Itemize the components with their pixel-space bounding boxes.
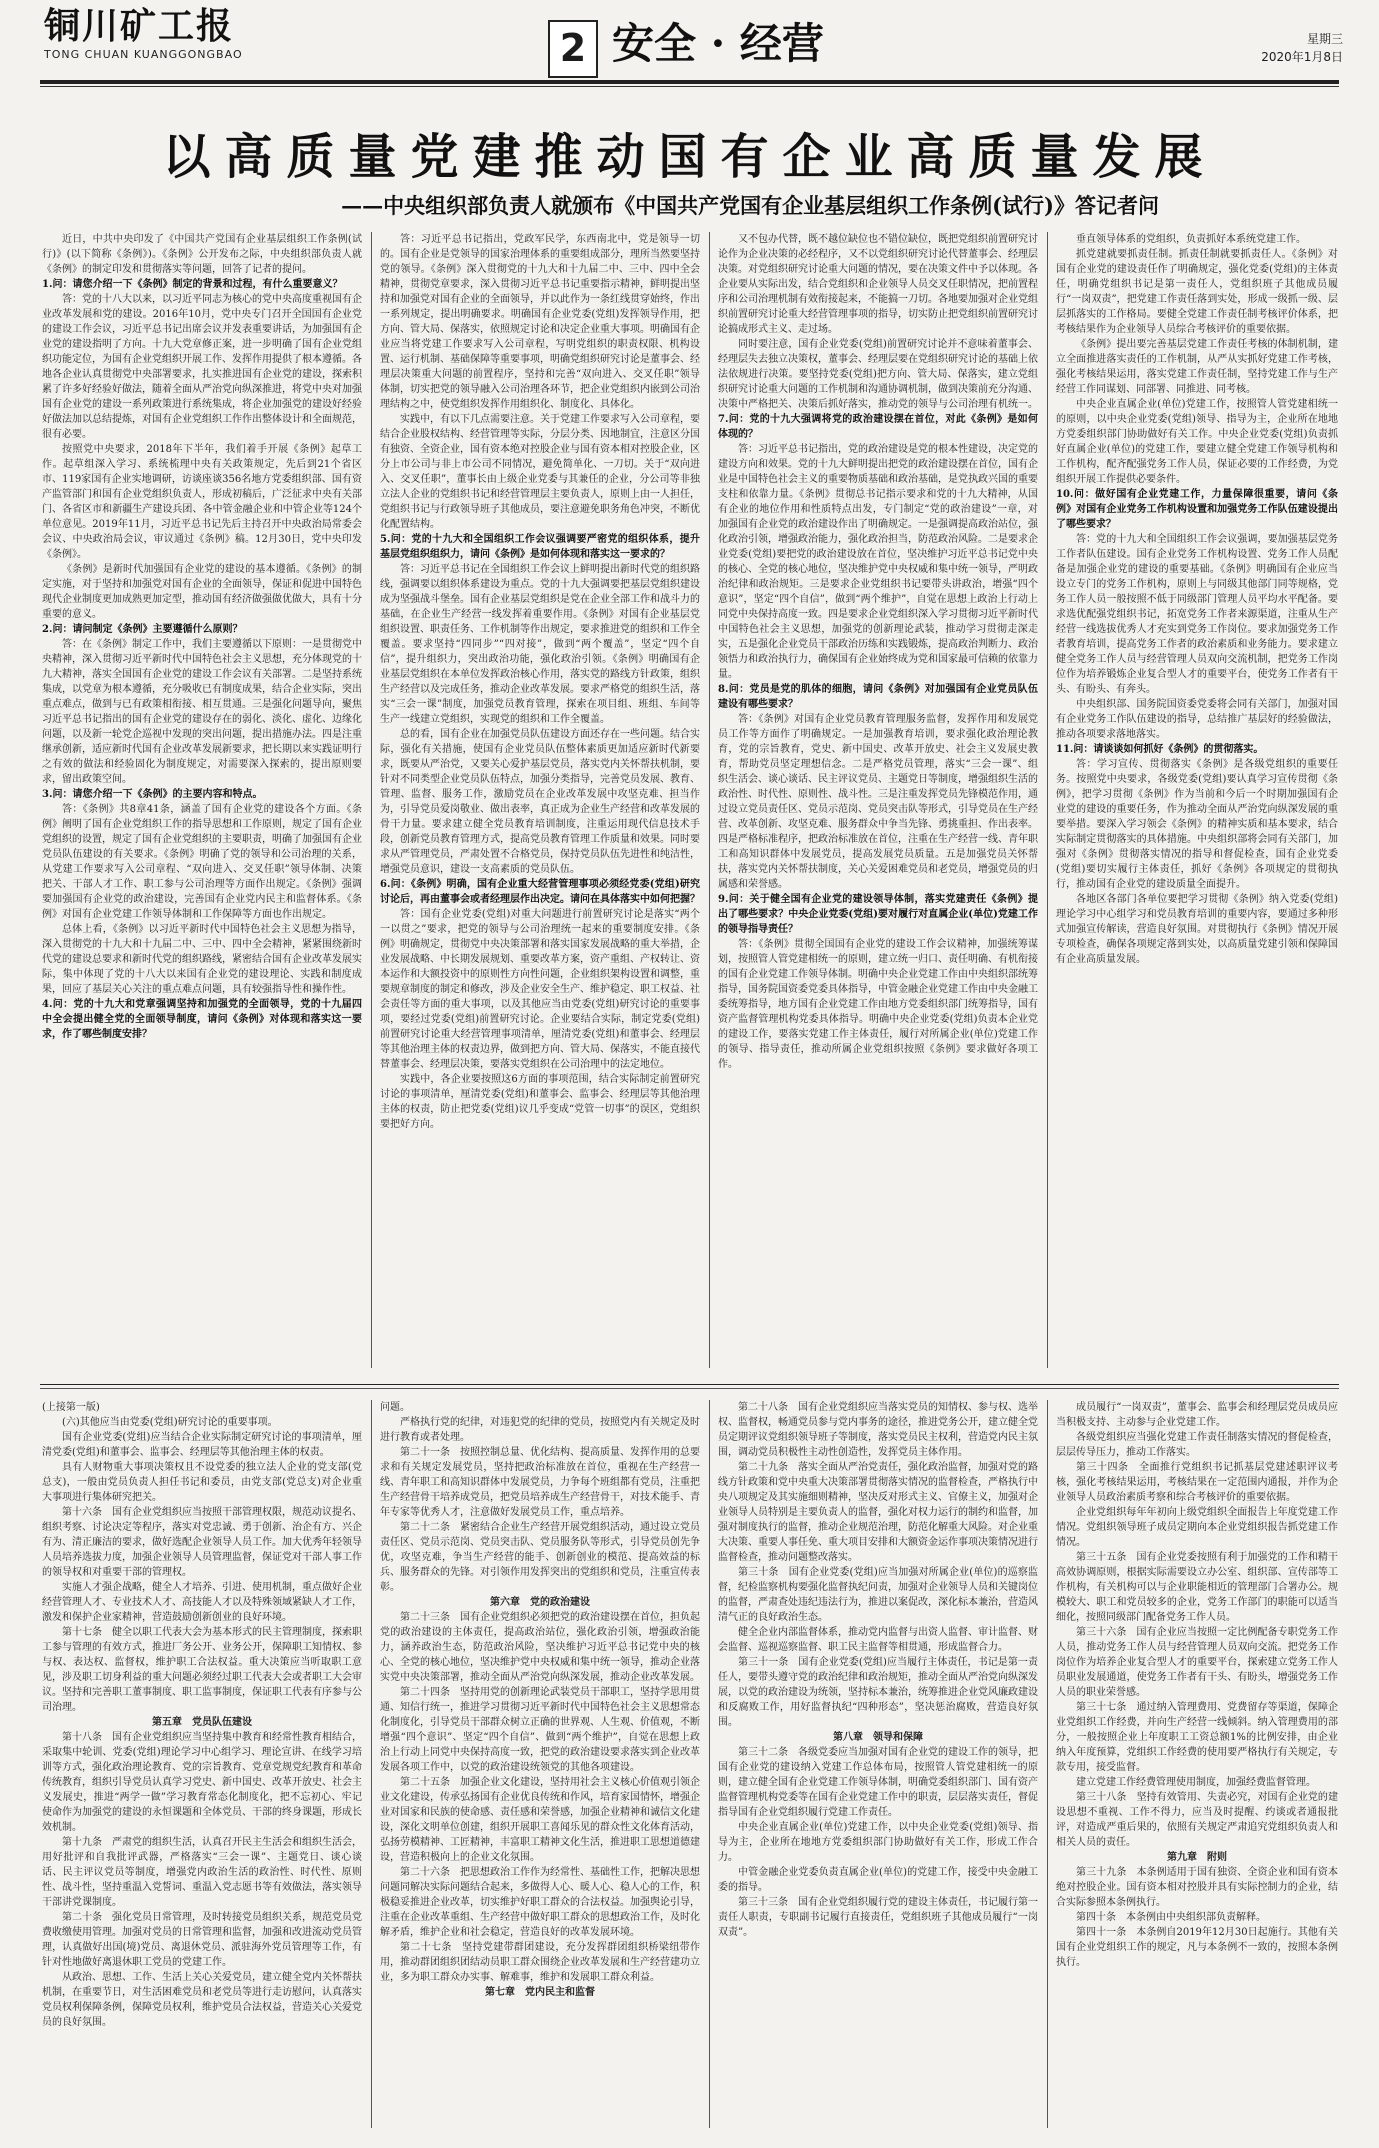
issue-date — [1261, 30, 1343, 66]
weekday: 星期三 — [1306, 32, 1343, 46]
article-clause: 第二十三条 国有企业党组织必须把党的政治建设摆在首位，担负起党的政治建设的主体责任，提高政治站位，强化政治引领，增强政治能力，涵养政治生态，防范政治风险，坚决维护习近平总书记党中央的核心、全党的核心地位，坚决维护党中央权威和集中统一领导，推动企业落实党中央决策部署，推动全面从严治党向纵深发展，推动企业改革发展。 — [380, 1612, 700, 1683]
body-paragraph: 中央企业直属企业(单位)党建工作，按照管人管党建相统一的原则，以中央企业党委(党组)领导、指导为主，企业所在地地方党委组织部门协助做好有关工作。中央企业党委(党组)负责抓好直属企业(单位)的党建工作，要建立健全党建工作领导机构和工作机构，配齐配强党务工作人员，保证必要的工作经费，为党组织开展工作提供必要条件。 — [1056, 399, 1338, 485]
body-paragraph: 严格执行党的纪律，对违犯党的纪律的党员，按照党内有关规定及时进行教育或者处理。 — [380, 1417, 700, 1443]
question-heading: 9.问：关于健全国有企业党的建设领导体制，落实党建责任《条例》提出了哪些要求？中央企业党委(党组)要对履行对直属企业(单位)党建工作的领导指导责任？ — [718, 894, 1038, 935]
body-paragraph: 中管金融企业党委负责直属企业(单位)的党建工作，接受中央金融工委的指导。 — [718, 1867, 1038, 1893]
upper-column-1 — [42, 232, 362, 1372]
body-paragraph: 答：《条例》对国有企业党员教育管理服务监督，发挥作用和发展党员工作等方面作了明确规定。一是加强教育培训，要求强化政治理论教育，党的宗旨教育，党史、新中国史、改革开放史、社会主义发展史教育，帮助党员坚定理想信念。二是严格党员管理，落实“三会一课”、组织生活会、谈心谈话、民主评议党员、主题党日等制度，增强组织生活的政治性、时代性、原则性、战斗性。三是注重发挥党员先锋模范作用，通过设立党员责任区、党员示范岗、党员突击队等形式，引导党员在生产经营、改革创新、攻坚克难、服务群众中争当先锋、勇挑重担、作出表率。四是严格标准程序，把政治标准放在首位，注重在生产经营一线、青年职工和高知识群体中发展党员，提高发展党员质量。五是加强党员关怀帮扶，落实党内关怀帮扶制度，关心关爱困难党员和老党员，增强党员的归属感和荣誉感。 — [718, 714, 1038, 890]
lower-column-1 — [42, 1400, 362, 2130]
body-paragraph: 答：学习宣传、贯彻落实《条例》是各级党组织的重要任务。按照党中央要求，各级党委(党组)要认真学习宣传贯彻《条例》，把学习贯彻《条例》作为当前和今后一个时期加强国有企业党的建设的重要任务，作为推动全面从严治党向纵深发展的重要举措。要深入学习领会《条例》的精神实质和基本要求，结合实际制定贯彻落实的具体措施。中央组织部将会同有关部门，加强对《条例》贯彻落实情况的指导和督促检查，国有企业党委(党组)要切实履行主体责任，抓好《条例》各项规定的贯彻执行，推动国有企业党的建设质量全面提升。 — [1056, 759, 1338, 890]
body-paragraph: 总的看，国有企业在加强党员队伍建设方面还存在一些问题。结合实际，强化有关措施，使国有企业党员队伍整体素质更加适应新时代新要求，既要从严治党，又要关心爱护基层党员，落实党内关怀帮扶机制，要针对不同类型企业党员队伍特点，加强分类指导，完善党员发展、教育、管理、监督、服务工作，激励党员在企业改革发展中攻坚克难、担当作为，引导党员爱岗敬业、做出表率，真正成为企业生产经营和改革发展的骨干力量。要求建立健全党员教育培训制度，注重运用现代信息技术手段，创新党员教育管理方式，提高党员教育管理工作质量和效果。同时要求从严管理党员，严肃处置不合格党员，保持党员队伍先进性和纯洁性，增强党员意识，建设一支高素质的党员队伍。 — [380, 729, 700, 875]
article-clause: 第三十条 国有企业党委(党组)应当加强对所属企业(单位)的巡察监督，纪检监察机构要强化监督执纪问责，加强对企业领导人员和关键岗位的监督，严肃查处违纪违法行为，推进以案促改，深化标本兼治，营造风清气正的良好政治生态。 — [718, 1567, 1038, 1623]
section-title: 安全 · 经营 — [612, 19, 824, 68]
upper-column-2 — [380, 232, 700, 1372]
body-paragraph: 抓党建就要抓责任制。抓责任制就要抓责任人。《条例》对国有企业党的建设责任作了明确规定，强化党委(党组)的主体责任，明确党组织书记是第一责任人，党组织班子其他成员履行“一岗双责”，把党建工作责任落到实处，形成一级抓一级、层层抓落实的工作格局。要健全党建工作责任制考核评价体系，把考核结果作为企业领导人员综合考核评价的重要依据。 — [1056, 249, 1338, 335]
header-rule — [40, 80, 1339, 84]
body-paragraph: 答：党的十八大以来，以习近平同志为核心的党中央高度重视国有企业改革发展和党的建设。2016年10月，党中央专门召开全国国有企业党的建设工作会议，习近平总书记出席会议并发表重要讲话，为加强国有企业党的建设指明了方向。十九大党章修正案，进一步明确了国有企业党组织功能定位，为国有企业党组织开展工作、发挥作用提供了根本遵循。各地各企业认真贯彻党中央部署要求，扎实推进国有企业党的建设，探索积累了许多好经验好做法，随着全面从严治党向纵深推进，将党中央对加强国有企业党的建设一系列政策进行系统集成，将企业加强党的建设好经验好做法加以总结提炼，对国有企业党组织工作作出整体设计和全面规范，很有必要。 — [42, 294, 362, 440]
column-divider — [1047, 232, 1048, 1368]
body-paragraph: 成员履行“一岗双责”，董事会、监事会和经理层党员成员应当积极支持、主动参与企业党建工作。 — [1056, 1402, 1338, 1428]
body-paragraph: 具有人财物重大事项决策权且不设党委的独立法人企业的党支部(党总支)，一般由党员负责人担任书记和委员，由党支部(党总支)对企业重大事项进行集体研究把关。 — [42, 1462, 362, 1503]
chapter-heading: 第九章 附则 — [1167, 1852, 1227, 1863]
upper-column-4 — [1056, 232, 1338, 1372]
article-clause: 第四十一条 本条例自2019年12月30日起施行。其他有关国有企业党组织工作的规定，凡与本条例不一致的，按照本条例执行。 — [1056, 1927, 1338, 1968]
article-clause: 第三十四条 全面推行党组织书记抓基层党建述职评议考核，强化考核结果运用，考核结果在一定范围内通报，并作为企业领导人员政治素质考察和综合考核评价的重要依据。 — [1056, 1462, 1338, 1503]
body-paragraph: 又不包办代替，既不越位缺位也不错位缺位，既把党组织前置研究讨论作为企业决策的必经程序，又不以党组织研究讨论代替董事会、经理层决策。对党组织研究讨论重大问题的情况，要在决策文件中予以体现。各企业要从实际出发，结合党组织和企业领导人员交叉任职情况，把前置程序和公司治理机制有效衔接起来，不能搞一刀切。各地要加强对企业党组织前置研究讨论重大经营管理事项的指导，切实防止把党组织前置研究讨论搞成形式主义、走过场。 — [718, 234, 1038, 335]
body-paragraph: 《条例》是新时代加强国有企业党的建设的基本遵循。《条例》的制定实施，对于坚持和加强党对国有企业的全面领导，保证和促进中国特色现代企业制度更加成熟更加定型，推动国有经济做强做优做大，具有十分重要的意义。 — [42, 564, 362, 620]
article-clause: 第二十二条 紧密结合企业生产经营开展党组织活动，通过设立党员责任区、党员示范岗、党员突击队、党员服务队等形式，引导党员创先争优，攻坚克难，争当生产经营的能手、创新创业的模范、提高效益的标兵、服务群众的先锋。对引领作用发挥突出的党组织和党员，注重宣传表彰。 — [380, 1522, 700, 1593]
article-clause: 第三十七条 通过纳入管理费用、党费留存等渠道，保障企业党组织工作经费，并向生产经营一线倾斜。纳入管理费用的部分，一般按照企业上年度职工工资总额1%的比例安排，由企业纳入年度预算，党组织工作经费的使用要严格执行有关规定，专款专用，接受监督。 — [1056, 1702, 1338, 1773]
column-divider — [371, 232, 372, 1368]
question-heading: 11.问：请谈谈如何抓好《条例》的贯彻落实。 — [1056, 744, 1264, 755]
article-clause: 第三十九条 本条例适用于国有独资、全资企业和国有资本绝对控股企业。国有资本相对控股并具有实际控制力的企业，结合实际参照本条例执行。 — [1056, 1867, 1338, 1908]
article-clause: 第三十五条 国有企业党委按照有利于加强党的工作和精干高效协调原则，根据实际需要设立办公室、组织部、宣传部等工作机构，有关机构可以与企业职能相近的管理部门合署办公。规模较大、职工和党员较多的企业，党务工作部门的职能可以适当细化，按照同级部门配备党务工作人员。 — [1056, 1552, 1338, 1623]
question-heading: 7.问：党的十九大强调将党的政治建设摆在首位，对此《条例》是如何体现的？ — [718, 414, 1038, 440]
body-paragraph: 同时要注意，国有企业党委(党组)前置研究讨论并不意味着董事会、经理层失去独立决策权，董事会、经理层要在党组织研究讨论的基础上依法依规进行决策。要坚持党委(党组)把方向、管大局、保落实，建立党组织研究讨论重大问题的工作机制和沟通协调机制，做到决策前充分沟通、决策中严格把关、决策后抓好落实，推动党的领导与公司治理有机统一。 — [718, 339, 1038, 410]
column-divider — [371, 1400, 372, 2128]
chapter-heading: 第六章 党的政治建设 — [490, 1597, 590, 1608]
masthead-title: 铜川矿工报 — [44, 5, 235, 47]
body-paragraph: 健全企业内部监督体系，推动党内监督与出资人监督、审计监督、财会监督、巡视巡察监督、职工民主监督等相贯通，形成监督合力。 — [718, 1627, 1038, 1653]
body-paragraph: 企业党组织每年年初向上级党组织全面报告上年度党建工作情况。党组织领导班子成员定期向本企业党组织报告抓党建工作情况。 — [1056, 1507, 1338, 1548]
body-paragraph: 答：在《条例》制定工作中，我们主要遵循以下原则：一是贯彻党中央精神，深入贯彻习近平新时代中国特色社会主义思想，充分体现党的十九大精神，落实全国国有企业党的建设工作会议有关部署。二是坚持系统集成，以党章为根本遵循，充分吸收已有制度成果，结合企业实际，突出重点难点，做到与已有政策相衔接、相互贯通。三是强化问题导向，聚焦习近平总书记指出的国有企业党的建设存在的弱化、淡化、虚化、边缘化问题，以及新一轮党企巡视中发现的突出问题，提出措施办法。四是注重继承创新，适应新时代国有企业改革发展新要求，把长期以来实践证明行之有效的做法和经验固化为制度规定，对需要深入探索的，提出原则要求，留出政策空间。 — [42, 639, 362, 785]
article-clause: 第三十一条 国有企业党委(党组)应当履行主体责任，书记是第一责任人，要带头遵守党的政治纪律和政治规矩，推动全面从严治党向纵深发展，以党的政治建设为统领，坚持标本兼治，统筹推进企业党风廉政建设和反腐败工作，用好监督执纪“四种形态”，坚决惩治腐败，营造良好氛围。 — [718, 1657, 1038, 1728]
article-clause: 第四十条 本条例由中央组织部负责解释。 — [1076, 1912, 1266, 1923]
lower-column-3 — [718, 1400, 1038, 2130]
lower-column-2 — [380, 1400, 700, 2130]
question-heading: 8.问：党员是党的肌体的细胞，请问《条例》对加强国有企业党员队伍建设有哪些要求？ — [718, 684, 1038, 710]
article-clause: 第三十三条 国有企业党组织履行党的建设主体责任，书记履行第一责任人职责，专职副书记履行直接责任，党组织班子其他成员履行“一岗双责”。 — [718, 1897, 1038, 1938]
section-divider-thin — [40, 1388, 1339, 1389]
article-clause: 第二十九条 落实全面从严治党责任，强化政治监督，加强对党的路线方针政策和党中央重大决策部署贯彻落实情况的监督检查，严格执行中央八项规定及其实施细则精神，坚决反对形式主义、官僚主义，加强对企业领导人员特别是主要负责人的监督，强化对权力运行的制约和监督，加强对制度执行的监督，推动企业规范治理，防范化解重大风险。对企业重大决策、重要人事任免、重大项目安排和大额资金运作事项决策情况进行监督检查，推动问题整改落实。 — [718, 1462, 1038, 1563]
continuation-note: 问题。 — [380, 1402, 410, 1413]
article-clause: 第二十八条 国有企业党组织应当落实党员的知情权、参与权、选举权、监督权，畅通党员参与党内事务的途径，推进党务公开，建立健全党员定期评议党组织领导班子等制度，落实党员民主权利，营造党内民主氛围，调动党员积极性主动性创造性，发挥党员主体作用。 — [718, 1402, 1038, 1458]
question-heading: 5.问：党的十九大和全国组织工作会议强调要严密党的组织体系，提升基层党组织组织力，请问《条例》是如何体现和落实这一要求的？ — [380, 534, 700, 560]
article-clause: 第二十四条 坚持用党的创新理论武装党员干部职工，坚持学思用贯通、知信行统一，推进学习贯彻习近平新时代中国特色社会主义思想常态化制度化，引导党员干部群众树立正确的世界观、人生观、价值观，不断增强“四个意识”、坚定“四个自信”、做到“两个维护”，自觉在思想上政治上行动上同党中央保持高度一致，把党的政治建设要求落实到企业改革发展各项工作中，以党的政治建设统领党的其他各项建设。 — [380, 1687, 700, 1773]
lower-column-4 — [1056, 1400, 1338, 2130]
body-paragraph: 从政治、思想、工作、生活上关心关爱党员，建立健全党内关怀帮扶机制，在重要节日，对生活困难党员和老党员等进行走访慰问，认真落实党员权利保障条例，保障党员权利，维护党员合法权益，营造关心关爱党员的良好氛围。 — [42, 1972, 362, 2028]
column-divider — [709, 232, 710, 1368]
chapter-heading: 第五章 党员队伍建设 — [152, 1717, 252, 1728]
body-paragraph: 各地区各部门各单位要把学习贯彻《条例》纳入党委(党组)理论学习中心组学习和党员教育培训的重要内容，要通过多种形式加强宣传解读，营造良好氛围。对贯彻执行《条例》情况开展专项检查，确保各项规定落到实处，以高质量党建引领和保障国有企业高质量发展。 — [1056, 894, 1338, 965]
article-clause: 第二十条 强化党员日常管理，及时转接党员组织关系，规范党员党费收缴使用管理。加强对党员的日常管理和监督，加强和改进流动党员管理，认真做好出国(境)党员、离退休党员、派驻海外党员管理等工作，有针对性地做好离退休职工党员的党建工作。 — [42, 1912, 362, 1968]
body-paragraph: 答：党的十九大和全国组织工作会议强调，要加强基层党务工作者队伍建设。国有企业党务工作机构设置、党务工作人员配备是加强企业党的建设的重要基础。《条例》明确国有企业应当设立专门的党务工作机构，原则上与同级其他部门同等规格，党务工作人员一般按照不低于同级部门管理人员平均水平配备。要求选优配强党组织书记，拓宽党务工作者来源渠道，注重从生产经营一线选拔优秀人才充实到党务工作岗位。要求加强党务工作者教育培训，提高党务工作者的政治素质和业务能力。要求建立健全党务工作人员与经营管理人员双向交流机制，把党务工作岗位作为培养锻炼企业复合型人才的重要平台，使党务工作者有干头、有盼头、有奔头。 — [1056, 534, 1338, 695]
body-paragraph: 垂直领导体系的党组织，负责抓好本系统党建工作。 — [1076, 234, 1306, 245]
article-clause: 第二十一条 按照控制总量、优化结构、提高质量、发挥作用的总要求和有关规定发展党员，坚持把政治标准放在首位，重视在生产经营一线、青年职工和高知识群体中发展党员，力争每个班组都有党员，注重把生产经营骨干培养成党员，把党员培养成生产经营骨干，对技术能手、青年专家等优秀人才，注意做好发展党员工作，重点培养。 — [380, 1447, 700, 1518]
question-heading: 1.问：请您介绍一下《条例》制定的背景和过程，有什么重要意义？ — [42, 279, 343, 290]
question-heading: 3.问：请您介绍一下《条例》的主要内容和特点。 — [42, 789, 263, 800]
article-clause: 第二十七条 坚持党建带群团建设，充分发挥群团组织桥梁纽带作用，推动群团组织团结动员职工群众围绕企业改革发展和生产经营建功立业，多为职工群众办实事、解难事，维护和发展职工群众利益。 — [380, 1942, 700, 1983]
body-paragraph: 中央企业直属企业(单位)党建工作，以中央企业党委(党组)领导、指导为主，企业所在地地方党委组织部门协助做好有关工作，形成工作合力。 — [718, 1822, 1038, 1863]
upper-column-3 — [718, 232, 1038, 1372]
question-heading: 4.问：党的十九大和党章强调坚持和加强党的全面领导，党的十九届四中全会提出健全党的全面领导制度，请问《条例》对体现和落实这一要求，作了哪些制度安排？ — [42, 999, 362, 1040]
column-divider — [1047, 1400, 1048, 2128]
body-paragraph: 按照党中央要求，2018年下半年，我们着手开展《条例》起草工作。起草组深入学习、系统梳理中央有关政策规定，先后到21个省区市、119家国有企业实地调研，访谈座谈356名地方党委组织部、国有资产监管部门和国有企业党组织负责人，形成初稿后，广泛征求中央有关部门、各省区市和新疆生产建设兵团、各中管金融企业和中管企业等124个单位意见。2019年11月，习近平总书记先后主持召开中央政治局常委会会议、中央政治局会议，审议通过《条例》稿。12月30日，党中央印发《条例》。 — [42, 444, 362, 560]
article-clause: 第三十六条 国有企业应当按照一定比例配备专职党务工作人员，推动党务工作人员与经营管理人员双向交流。把党务工作岗位作为培养企业复合型人才的重要平台，探索建立党务工作人员职业发展通道，使党务工作者有干头、有盼头，增强党务工作人员的职业荣誉感。 — [1056, 1627, 1338, 1698]
column-divider — [709, 1400, 710, 2128]
section-divider — [40, 1384, 1339, 1385]
page-header — [0, 0, 1379, 82]
body-paragraph: 中央组织部、国务院国资委党委将会同有关部门，加强对国有企业党务工作队伍建设的指导，总结推广基层好的经验做法，推动各项要求落地落实。 — [1056, 699, 1338, 740]
article-clause: 第三十二条 各级党委应当加强对国有企业党的建设工作的领导，把国有企业党的建设纳入党建工作总体布局，按照管人管党建相统一的原则，建立健全国有企业党建工作领导体制，明确党委组织部门、国有资产监督管理机构党委等在国有企业党建工作中的职责，层层落实责任，督促指导国有企业党组织履行党建工作责任。 — [718, 1747, 1038, 1818]
chapter-heading: 第八章 领导和保障 — [833, 1732, 923, 1743]
body-paragraph: 建立党建工作经费管理使用制度，加强经费监督管理。 — [1076, 1777, 1316, 1788]
body-paragraph: 国有企业党委(党组)应当结合企业实际制定研究讨论的事项清单，厘清党委(党组)和董事会、监事会、经理层等其他治理主体的权责。 — [42, 1432, 362, 1458]
body-paragraph: 实施人才强企战略，健全人才培养、引进、使用机制，重点做好企业经营管理人才、专业技术人才、高技能人才以及特殊领域紧缺人才工作，激发和保护企业家精神，营造鼓励创新创业的良好环境。 — [42, 1582, 362, 1623]
body-paragraph: 实践中，各企业要按照这6方面的事项范围，结合实际制定前置研究讨论的事项清单，厘清党委(党组)和董事会、监事会、经理层等其他治理主体的权责，防止把党委(党组)议几乎变成“党管一切事”的误区，党组织要把好方向。 — [380, 1074, 700, 1130]
body-paragraph: 各级党组织应当强化党建工作责任制落实情况的督促检查，层层传导压力，推动工作落实。 — [1056, 1432, 1338, 1458]
article-clause: 第三十八条 坚持有效管用、失责必究，对国有企业党的建设思想不重视、工作不得力，应当及时提醒、约谈或者通报批评，对造成严重后果的，依照有关规定严肃追究党组织负责人和相关人员的责任。 — [1056, 1792, 1338, 1848]
body-paragraph: 答：习近平总书记指出，党政军民学，东西南北中，党是领导一切的。国有企业是党领导的国家治理体系的重要组成部分，理所当然要坚持党的领导。《条例》深入贯彻党的十九大和十九届二中、三中、四中全会精神，贯彻党章要求，深入贯彻习近平总书记重要指示精神，鲜明提出坚持和加强党对国有企业的全面领导，并以此作为一条红线贯穿始终，作出一系列规定，提出明确要求。明确国有企业党委(党组)发挥领导作用，把方向、管大局、保落实，依照规定讨论和决定企业重大事项。明确国有企业应当将党建工作要求写入公司章程，写明党组织的职责权限、机构设置、运行机制、基础保障等重要事项，明确党组织研究讨论是董事会、经理层决策重大问题的前置程序，坚持和完善“双向进入、交叉任职”领导体制，切实把党的领导融入公司治理各环节，把企业党组织内嵌到公司治理结构之中，使党组织发挥作用组织化、制度化、具体化。 — [380, 234, 700, 410]
question-heading: 2.问：请问制定《条例》主要遵循什么原则？ — [42, 624, 243, 635]
article-clause: 第二十六条 把思想政治工作作为经常性、基础性工作，把解决思想问题同解决实际问题结合起来，多做得人心、暖人心、稳人心的工作，积极稳妥推进企业改革，切实维护好职工群众的合法权益。加强舆论引导，注重在企业改革重组、生产经营中做好职工群众的思想政治工作，及时化解矛盾，维护企业和社会稳定，营造良好的改革发展环境。 — [380, 1867, 700, 1938]
question-heading: 6.问：《条例》明确，国有企业重大经营管理事项必须经党委(党组)研究讨论后，再由董事会或者经理层作出决定。请问在具体落实中如何把握？ — [380, 879, 700, 905]
question-heading: 10.问：做好国有企业党建工作，力量保障很重要，请问《条例》对国有企业党务工作机构设置和加强党务工作队伍建设提出了哪些要求？ — [1056, 489, 1338, 530]
body-paragraph: (六)其他应当由党委(党组)研究讨论的重要事项。 — [62, 1417, 278, 1428]
continuation-note: (上接第一版) — [42, 1402, 100, 1413]
article-clause: 第十八条 国有企业党组织应当坚持集中教育和经常性教育相结合，采取集中轮训、党委(党组)理论学习中心组学习、理论宣讲、在线学习培训等方式，强化政治理论教育、党的宗旨教育、党章党规党纪教育和革命传统教育，组织引导党员认真学习党史、新中国史、改革开放史、社会主义发展史，推进“两学一做”学习教育常态化制度化，把不忘初心、牢记使命作为加强党的建设的永恒课题和全体党员、干部的终身课题，形成长效机制。 — [42, 1732, 362, 1833]
article-subhead: ——中央组织部负责人就颁布《中国共产党国有企业基层组织工作条例(试行)》答记者问 — [341, 193, 1159, 218]
body-paragraph: 答：《条例》贯彻全国国有企业党的建设工作会议精神，加强统筹谋划，按照管人管党建相统一的原则，建立统一归口、责任明确、有机衔接的国有企业党建工作领导体制。明确中央企业党建工作由中央组织部统筹指导，国务院国资委党委具体指导，中管金融企业党建工作由中央金融工委统筹指导，地方国有企业党建工作由地方党委组织部门统筹指导，国有资产监督管理机构党委具体指导。明确中央企业党委(党组)负责本企业党的建设工作，要落实党建工作主体责任，履行对所属企业(单位)党建工作的领导、指导责任，推动所属企业党组织按照《条例》要求做好各项工作。 — [718, 939, 1038, 1070]
body-paragraph: 答：习近平总书记在全国组织工作会议上鲜明提出新时代党的组织路线，强调要以组织体系建设为重点。党的十九大强调要把基层党组织建设成为坚强战斗堡垒。国有企业基层党组织是党在企业全部工作和战斗力的基础，在企业生产经营一线发挥着重要作用。《条例》对国有企业基层党组织设置、职责任务、工作机制等作出规定，要求推进党的组织和工作全覆盖。要求坚持“四同步”“四对接”，做到“两个覆盖”，坚定“四个自信”，提升组织力，突出政治功能，强化政治引领。《条例》明确国有企业基层党组织在本单位发挥政治核心作用，落实党的路线方针政策，组织生产经营以及完成任务，推动企业改革发展。要求严格党的组织生活，落实“三会一课”制度，加强党员教育管理，探索在项目组、班组、车间等生产一线建立党组织，实现党的组织和工作全覆盖。 — [380, 564, 700, 725]
body-paragraph: 答：《条例》共8章41条，涵盖了国有企业党的建设各个方面。《条例》阐明了国有企业党组织工作的指导思想和工作原则，规定了国有企业党组织的设置，规定了国有企业党组织的主要职责，明确了加强国有企业党员队伍建设的有关要求。《条例》明确了党的领导和公司治理的关系，从党建工作要求写入公司章程、“双向进入、交叉任职”领导体制、决策把关、干部人才工作、职工参与公司治理等方面作出规定。《条例》强调要加强国有企业党的政治建设，完善国有企业党内民主和监督体系。《条例》对国有企业党建工作领导体制和工作保障等方面也作出规定。 — [42, 804, 362, 920]
masthead — [44, 4, 243, 61]
body-paragraph: 实践中，有以下几点需要注意。关于党建工作要求写入公司章程，要结合企业股权结构、经营管理等实际，分层分类、因地制宜，注意区分国有独资、全资企业，国有资本绝对控股企业与国有资本相对控股企业，区分上市公司与非上市公司不同情况，避免简单化、一刀切。关于“双向进入、交叉任职”，董事长由上级企业党委与其兼任的企业，分公司等非独立法人企业的党组织书记和经营管理层主要负责人，原则上由一人担任，党组织书记与行政领导班子其他成员，要注意避免职务角色冲突，不断优化配置结构。 — [380, 414, 700, 530]
chapter-heading: 第七章 党内民主和监督 — [485, 1987, 595, 1998]
article-clause: 第十七条 健全以职工代表大会为基本形式的民主管理制度，探索职工参与管理的有效方式，推进厂务公开、业务公开，保障职工知情权、参与权、表达权、监督权，维护职工合法权益。重大决策应当听取职工意见，涉及职工切身利益的重大问题必须经过职工代表大会或者职工大会审议。坚持和完善职工董事制度、职工监事制度，保证职工代表有序参与公司治理。 — [42, 1627, 362, 1713]
article-headline: 以高质量党建推动国有企业高质量发展 — [162, 129, 1217, 185]
date: 2020年1月8日 — [1261, 50, 1343, 64]
body-paragraph: 答：国有企业党委(党组)对重大问题进行前置研究讨论是落实“两个一以贯之”要求，把党的领导与公司治理统一起来的重要制度安排。《条例》明确规定，贯彻党中央决策部署和落实国家发展战略的重大举措，企业发展战略、中长期发展规划、重要改革方案，资产重组、产权转让、资本运作和大额投资中的原则性方向性问题，企业组织架构设置和调整，重要规章制度的制定和修改，涉及企业安全生产、维护稳定、职工权益、社会责任等方面的重大事项，以及其他应当由党委(党组)研究讨论的重要事项，要经过党委(党组)前置研究讨论。企业要结合实际，制定党委(党组)前置研究讨论重大经营管理事项清单，厘清党委(党组)和董事会、经理层等其他治理主体的权责边界，做到把方向、管大局、保落实，不能直接代替董事会、经理层决策，要落实党组织在公司治理中的法定地位。 — [380, 909, 700, 1070]
body-paragraph: 答：习近平总书记指出，党的政治建设是党的根本性建设，决定党的建设方向和效果。党的十九大鲜明提出把党的政治建设摆在首位，国有企业是中国特色社会主义的重要物质基础和政治基础，是党执政兴国的重要支柱和依靠力量。《条例》贯彻总书记指示要求和党的十九大精神，从国有企业的地位作用和性质特点出发，专门制定“党的政治建设”一章，对加强国有企业党的政治建设作出了明确规定。一是强调提高政治站位，强化政治引领，增强政治能力，强化政治担当，防范政治风险。二是要求企业党委(党组)要把党的政治建设放在首位，坚决维护习近平总书记党中央的核心、全党的核心地位，坚决维护党中央权威和集中统一领导，严明政治纪律和政治规矩。三是要求企业党组织书记要带头讲政治，增强“四个意识”，坚定“四个自信”，做到“两个维护”，自觉在思想上政治上行动上同党中央保持高度一致。四是要求企业党组织深入学习贯彻习近平新时代中国特色社会主义思想，加强党的创新理论武装，推动学习贯彻走深走实，五是强化企业党员干部政治历练和实践锻炼，提高政治判断力、政治领悟力和政治执行力，确保国有企业始终成为党和国家最可信赖的依靠力量。 — [718, 444, 1038, 680]
masthead-pinyin: TONG CHUAN KUANGGONGBAO — [44, 48, 243, 61]
body-paragraph: 总体上看，《条例》以习近平新时代中国特色社会主义思想为指导，深入贯彻党的十九大和十九届二中、三中、四中全会精神，紧紧围绕新时代党的建设总要求和新时代党的组织路线，紧密结合国有企业改革发展实际，集中体现了党的十八大以来国有企业党的建设理论、实践和制度成果，回应了基层关心关注的重点难点问题，具有较强指导性和操作性。 — [42, 924, 362, 995]
body-paragraph: 《条例》提出要完善基层党建工作责任考核的体制机制，建立全面推进落实责任的工作机制，从严从实抓好党建工作考核，强化考核结果运用，落实党建工作责任制，坚持党建工作与生产经营工作同谋划、同部署、同推进、同考核。 — [1056, 339, 1338, 395]
page-number: 2 — [548, 20, 598, 78]
article-clause: 第十六条 国有企业党组织应当按照干部管理权限，规范动议提名、组织考察、讨论决定等程序，落实对党忠诚、勇于创新、治企有方、兴企有为、清正廉洁的要求，做好选配企业领导人员工作。加大优秀年轻领导人员培养选拔力度，加强企业领导人员管理监督，保证党对干部人事工作的领导权和对重要干部的管理权。 — [42, 1507, 362, 1578]
article-clause: 第二十五条 加强企业文化建设，坚持用社会主义核心价值观引领企业文化建设，传承弘扬国有企业优良传统和作风，培育家国情怀，增强企业对国家和民族的使命感、责任感和荣誉感，加强企业精神和诚信文化建设，深化文明单位创建，组织开展职工喜闻乐见的群众性文化体育活动，弘扬劳模精神、工匠精神，丰富职工精神文化生活，推进职工思想道德建设，营造积极向上的企业文化氛围。 — [380, 1777, 700, 1863]
article-clause: 第十九条 严肃党的组织生活，认真召开民主生活会和组织生活会，用好批评和自我批评武器，严格落实“三会一课”、主题党日、谈心谈话、民主评议党员等制度，增强党内政治生活的政治性、时代性、原则性、战斗性，坚持重温入党誓词、重温入党志愿书等有效做法，落实领导干部讲党课制度。 — [42, 1837, 362, 1908]
body-paragraph: 近日，中共中央印发了《中国共产党国有企业基层组织工作条例(试行)》(以下简称《条例》)。《条例》公开发布之际，中央组织部负责人就《条例》的制定印发和贯彻落实等问题，回答了记者的提问。 — [42, 234, 362, 275]
header-rule-thin — [40, 86, 1339, 87]
